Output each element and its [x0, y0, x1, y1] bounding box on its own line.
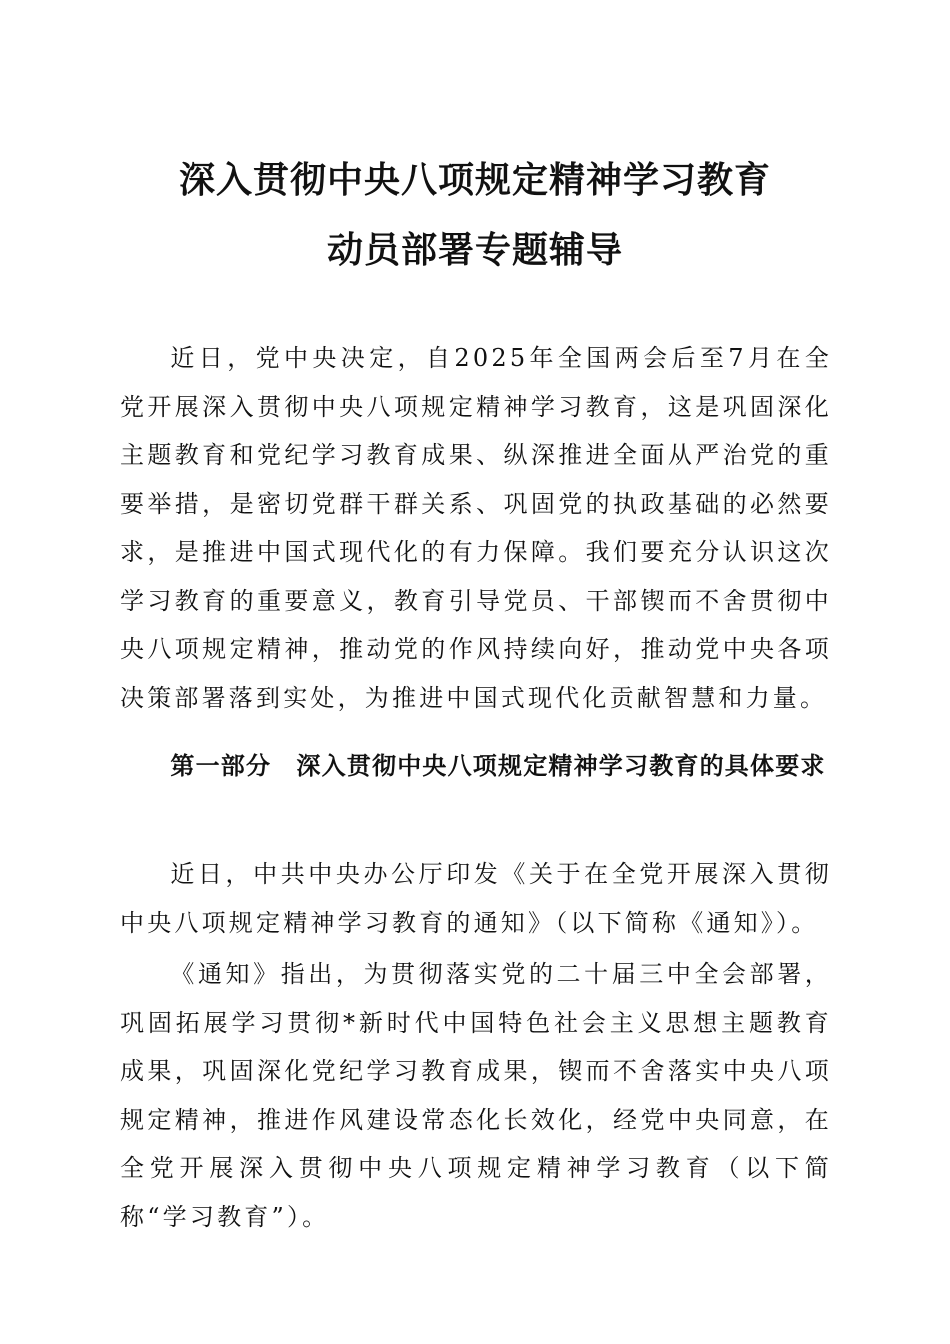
paragraph-notice-content: 《通知》指出，为贯彻落实党的二十届三中全会部署，巩固拓展学习贯彻*新时代中国特色社会主义思想主题教育成果，巩固深化党纪学习教育成果，锲而不舍落实中央八项规定精神，推进作风建设常态化长效化，经党中央同意，在全党开展深入贯彻中央八项规定精神学习教育（以下简称“学习教育”）。	[120, 960, 832, 1231]
document-title-line-2: 动员部署专题辅导	[326, 229, 623, 271]
document-title-line-1: 深入贯彻中央八项规定精神学习教育	[178, 159, 771, 201]
section-heading-part-one: 第一部分 深入贯彻中央八项规定精神学习教育的具体要求	[170, 752, 826, 780]
paragraph-intro: 近日，党中央决定，自2025年全国两会后至7月在全党开展深入贯彻中央八项规定精神学习教育，这是巩固深化主题教育和党纪学习教育成果、纵深推进全面从严治党的重要举措，是密切党群干群关系、巩固党的执政基础的必然要求，是推进中国式现代化的有力保障。我们要充分认识这次学习教育的重要意义，教育引导党员、干部锲而不舍贯彻中央八项规定精神，推动党的作风持续向好，推动党中央各项决策部署落到实处，为推进中国式现代化贡献智慧和力量。	[120, 344, 832, 712]
paragraph-notice: 近日，中共中央办公厅印发《关于在全党开展深入贯彻中央八项规定精神学习教育的通知》（以下简称《通知》）。	[120, 860, 832, 937]
